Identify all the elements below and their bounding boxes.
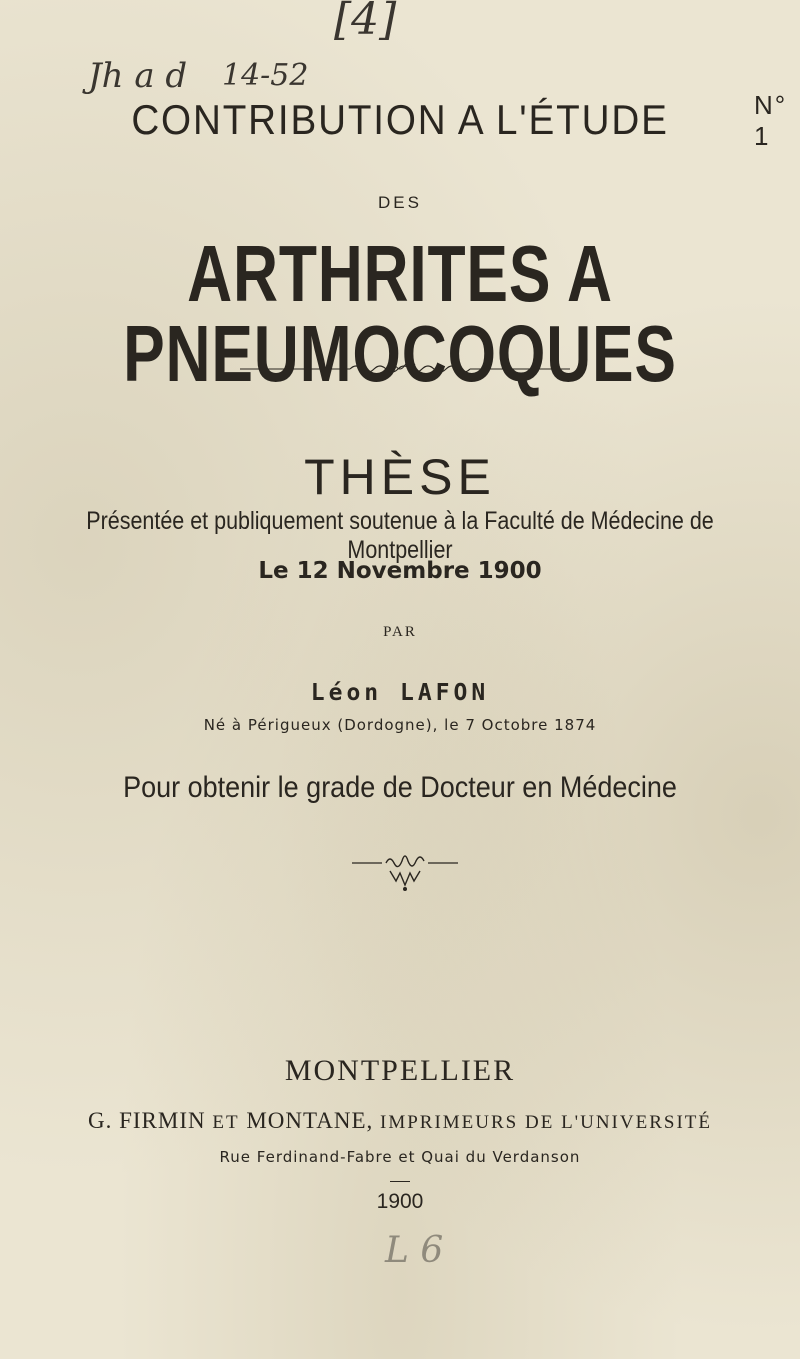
heading-line1: CONTRIBUTION A L'ÉTUDE <box>131 96 669 143</box>
year-dash <box>390 1181 410 1182</box>
printer-address: Rue Ferdinand-Fabre et Quai du Verdanson <box>219 1148 581 1166</box>
handwritten-annotation-left: Jh a d <box>88 56 188 96</box>
thesis-number: N° 1 <box>754 90 788 151</box>
handwritten-shelfmark: [4] <box>334 0 397 45</box>
decorative-rule <box>240 362 570 376</box>
handwritten-annotation-bottom: L 6 <box>385 1230 444 1271</box>
defense-date: Le 12 Novembre 1900 <box>258 558 542 584</box>
printer-et: ET <box>212 1112 240 1133</box>
printer-ornament <box>350 851 460 895</box>
these-label: THÈSE <box>304 449 496 505</box>
printer-name: G. FIRMIN <box>88 1108 206 1133</box>
handwritten-annotation-number: 14-52 <box>222 58 309 93</box>
publication-year: 1900 <box>376 1190 424 1213</box>
author-name: Léon LAFON <box>310 680 490 706</box>
degree-line: Pour obtenir le grade de Docteur en Médecine <box>123 771 677 804</box>
printer-name2: MONTANE, <box>246 1108 374 1133</box>
par-label: PAR <box>383 624 417 640</box>
author-birth: Né à Périgueux (Dordogne), le 7 Octobre 1874 <box>203 716 597 734</box>
printer-role: IMPRIMEURS DE L'UNIVERSITÉ <box>380 1112 712 1133</box>
presentation-line: Présentée et publiquement soutenue à la Faculté de Médecine de Montpellier <box>86 507 714 564</box>
printer-line <box>0 1108 800 1134</box>
city: MONTPELLIER <box>284 1054 516 1087</box>
thesis-title: ARTHRITES A PNEUMOCOQUES <box>123 229 677 398</box>
heading-line2: DES <box>378 193 422 212</box>
